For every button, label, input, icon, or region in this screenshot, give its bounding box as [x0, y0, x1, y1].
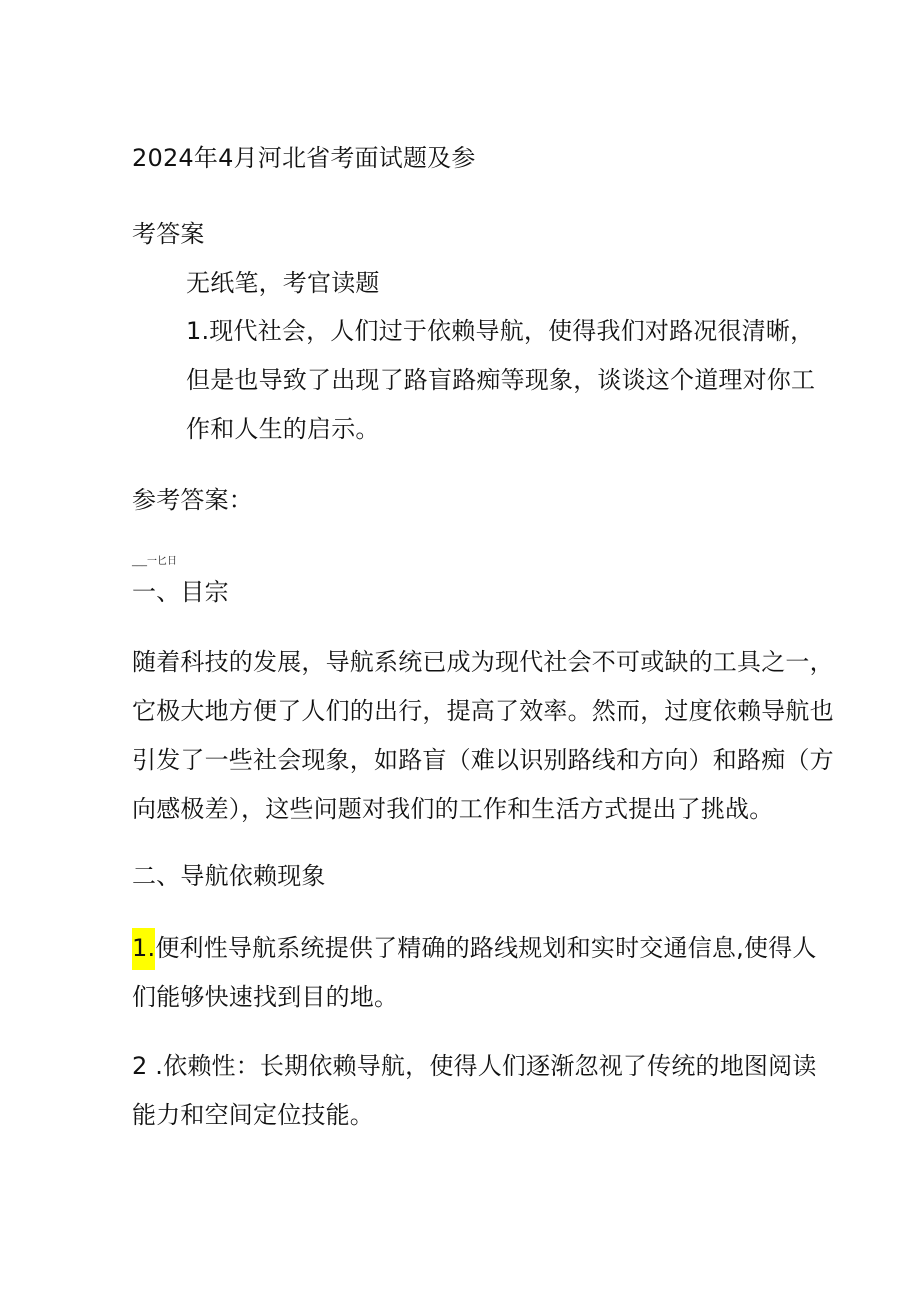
section2-heading: 二、导航依赖现象 — [132, 862, 326, 890]
section2-item1-line-2: 们能够快速找到目的地。 — [132, 983, 399, 1011]
toc-note: ___一匕日 — [132, 556, 177, 567]
section1-line-4: 向感极差），这些问题对我们的工作和生活方式提出了挑战。 — [132, 795, 774, 823]
section2-item1-text: 便利性导航系统提供了精确的路线规划和实时交通信息,使得人 — [155, 934, 817, 962]
question-line-2: 但是也导致了出现了路盲路痴等现象，谈谈这个道理对你工 — [186, 366, 816, 394]
document-title-line-1: 2024年4月河北省考面试题及参 — [132, 144, 476, 172]
section1-line-1: 随着科技的发展，导航系统已成为现代社会不可或缺的工具之一， — [132, 648, 834, 676]
exam-mode-text: 无纸笔，考官读题 — [186, 269, 380, 297]
section2-item2-line-1: 2 .依赖性：长期依赖导航，使得人们逐渐忽视了传统的地图阅读 — [132, 1052, 817, 1080]
question-line-1: 1.现代社会，人们过于依赖导航，使得我们对路况很清晰， — [186, 317, 815, 345]
section2-item2-line-2: 能力和空间定位技能。 — [132, 1101, 374, 1129]
highlighted-item-number: 1. — [132, 928, 155, 970]
section1-heading: 一、目宗 — [132, 578, 229, 606]
section1-line-2: 它极大地方便了人们的出行，提高了效率。然而，过度依赖导航也 — [132, 697, 834, 725]
question-line-3: 作和人生的启示。 — [186, 415, 380, 443]
section1-line-3: 引发了一些社会现象，如路盲（难以识别路线和方向）和路痴（方 — [132, 746, 834, 774]
answer-label: 参考答案： — [132, 486, 253, 514]
section2-item1-line-1 — [132, 932, 817, 964]
document-title-line-2: 考答案 — [132, 220, 205, 248]
